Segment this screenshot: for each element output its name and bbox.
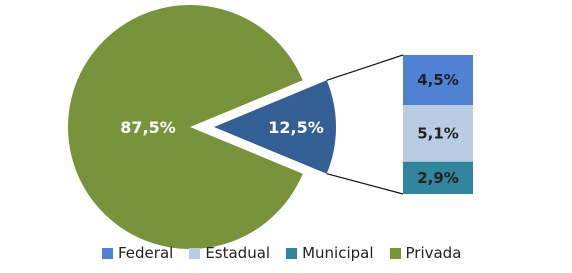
legend-label-privada: Privada — [405, 244, 462, 262]
legend-swatch-privada — [390, 248, 401, 259]
legend-label-municipal: Municipal — [302, 244, 374, 262]
legend-swatch-estadual — [189, 248, 200, 259]
pie-group — [68, 5, 336, 249]
legend-swatch-federal — [102, 248, 113, 259]
legend-item-estadual — [189, 244, 270, 262]
breakdown-bar — [403, 55, 473, 194]
bar-label-estadual: 5,1% — [417, 124, 459, 143]
pie-label-privada: 87,5% — [120, 118, 176, 137]
connector-lines — [327, 55, 403, 194]
pie-label-p-blica: 12,5% — [268, 118, 324, 137]
legend-label-federal: Federal — [118, 244, 174, 262]
connector-line-top — [327, 55, 403, 80]
legend — [102, 243, 461, 263]
bar-label-federal: 4,5% — [417, 71, 459, 90]
legend-label-estadual: Estadual — [205, 244, 271, 262]
legend-item-privada — [390, 244, 462, 262]
legend-swatch-municipal — [286, 248, 297, 259]
legend-item-federal — [102, 244, 173, 262]
legend-item-municipal — [286, 244, 373, 262]
bar-label-municipal: 2,9% — [417, 168, 459, 187]
connector-line-bottom — [327, 174, 403, 194]
